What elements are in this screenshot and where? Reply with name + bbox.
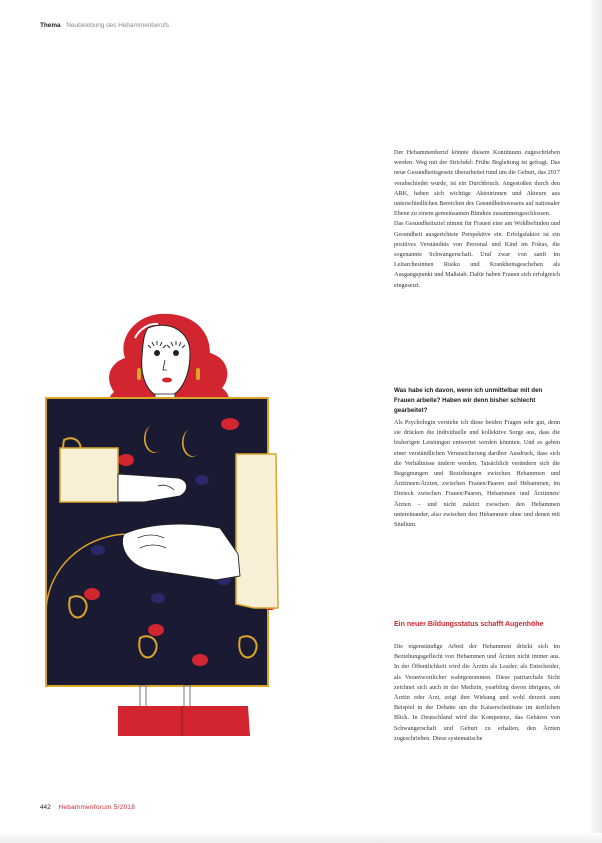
section-tag: Thema [40, 22, 61, 29]
paragraph-3: Als Psychologin verstehe ich diese beiden Fragen sehr gut, denn sie drücken die individuelle und kollektive Sorge aus, dass die bisherigen Leistungen entwertet werden könnten. Und es geben einer verständlichen Verunsicherung darüber Ausdruck, dass sich die Verhältnisse ändern werden. Tatsächlich verändern sich die Begegnungen und Beziehungen zwischen Hebammen und Ärztinnen/Ärzten, zwischen Frauen/Paaren und Hebammen, im Dreieck zwischen Frauen/Paaren, Hebammen und Ärztinnen/Ärzten – und nicht zuletzt zwischen den Hebammen untereinander, also zwischen den Hebammen ohne und denen mit Studium. [394, 419, 560, 529]
paragraph-4: Die eigenständige Arbeit der Hebammen drückt sich im Beziehungsgeflecht von Hebammen und Ärzten nicht immer aus. In der Öffentlichkeit wird die Ärztin als Leader, als Entscheider, als Verantwortlicher wahrgenommen. Diese patriarchale Sicht zeichnet sich auch in der Medizin, yearbling davon übrigens, ob Ärztin oder Arzt, zeigt ihre Wirkung und wohl derzeit zum Beispiel in der Debatte um die Kaiserschnittrate im ärztlichen Blick. In Deutschland wird die Kompetenz, das Gebären von Schwangerschaft und Geburt zu erhalten, den Ärzten zugeschrieben. Diese systematische [394, 643, 560, 742]
publication-name: Hebammenforum 5/2018 [58, 804, 136, 811]
page-bottom-shadow [0, 833, 602, 843]
body-column-bottom [394, 642, 560, 744]
section-heading: Ein neuer Bildungsstatus schafft Augenhöhe [394, 621, 544, 628]
paragraph-2: Das Gesundheitsziel nimmt für Frauen eine am Wohlbefinden und Gesundheit ausgerichtete Perspektive ein. Erfolgsfaktor ist ein positives Verständnis von Personal und Kind im Fokus, die sogenannte Schwangerschaft. Und zwar von sanft im Leitarchesinnen Risiko und Krankheitsgeschehen als Ausgangspunkt und Maßstab. Dafür haben Frauen sich erfolgreich eingesetzt. [394, 220, 560, 289]
section-subtitle: Neubelebung des Hebammenberufs [66, 22, 170, 29]
page-footer [40, 804, 135, 811]
woman-illustration [40, 308, 300, 768]
running-header [40, 22, 169, 29]
page-number: 442 [40, 804, 51, 811]
question-heading: Was habe ich davon, wenn ich unmittelbar mit den Frauen arbeite? Haben wir denn bisher schlecht gearbeitet? [394, 387, 543, 415]
earring-left [137, 368, 141, 380]
boots [118, 686, 250, 736]
earring-right [196, 368, 200, 380]
page-edge-shadow [588, 0, 602, 843]
body-column-top [394, 148, 560, 291]
body-column-middle [394, 418, 560, 530]
paragraph-1: Der Hebammenberuf könnte diesem Kontinuum zugeschrieben werden. Weg mit der Strichdel: Frühe Begleitung ist gefragt. Das neue Gesundheitsgesetz überarbeitet rund um die Geburt, das 2017 verabschiedet wurde, ist ein Durchbruch. Angestoßen durch den ARK, haben sich wichtige Akteurinnen und Akteure aus unterschiedlichen Bereichen des Gesundheitswesens auf nationaler Ebene zu einem gemeinsamen Bündnis zusammengeschlossen. [394, 149, 560, 218]
